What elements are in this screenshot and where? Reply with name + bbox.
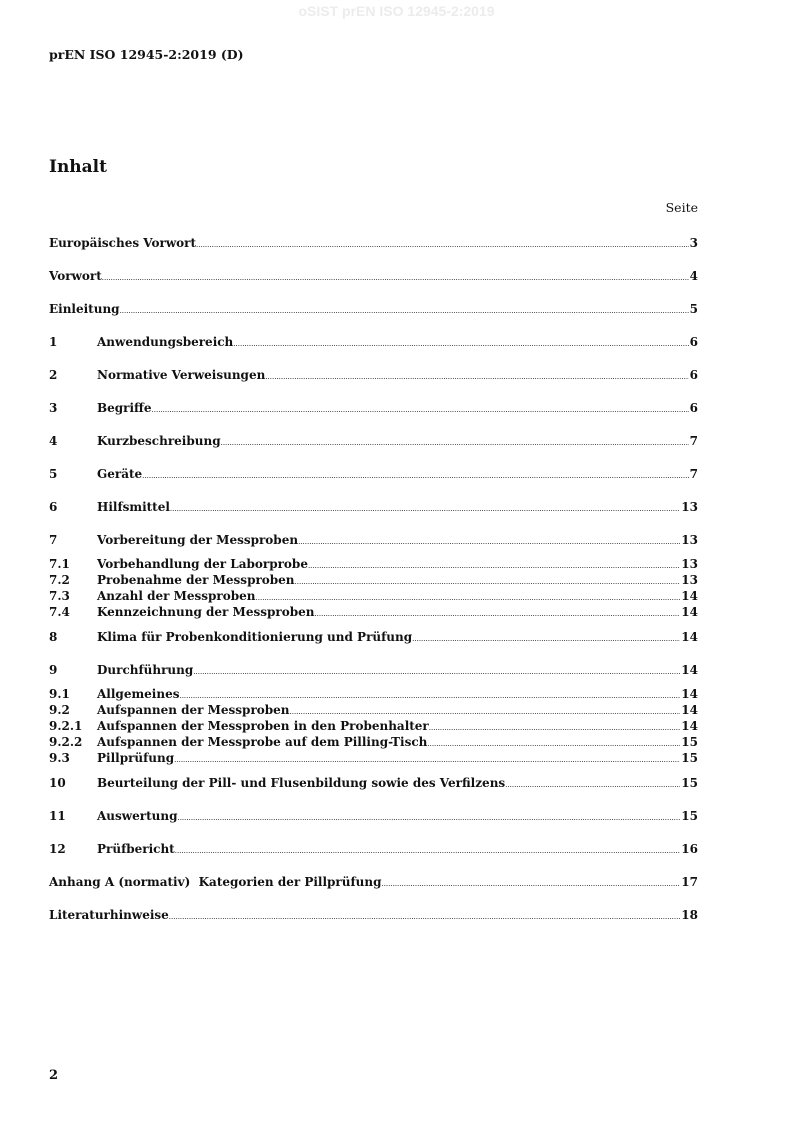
toc-leader-dots xyxy=(196,235,689,253)
toc-entry-title: Kurzbeschreibung xyxy=(97,433,221,448)
toc-entry-title: Vorwort xyxy=(49,268,102,283)
toc-entry-number: 11 xyxy=(49,808,66,823)
toc-entry-title: Einleitung xyxy=(49,301,120,316)
watermark: oSIST prEN ISO 12945-2:2019 xyxy=(298,3,495,19)
toc-entry-page: 5 xyxy=(689,301,698,316)
toc-entry-number: 9.2.2 xyxy=(49,735,83,749)
toc-entry-title: Aufspannen der Messproben in den Probenhalter xyxy=(97,719,429,733)
toc-entry[interactable] xyxy=(49,358,698,391)
toc-leader-dots xyxy=(298,532,680,550)
toc-entry[interactable] xyxy=(49,523,698,556)
toc-leader-dots xyxy=(412,629,680,647)
toc-entry-title: Vorbehandlung der Laborprobe xyxy=(97,557,308,571)
toc-entry[interactable] xyxy=(49,766,698,799)
toc-leader-dots xyxy=(142,466,688,484)
document-header: prEN ISO 12945-2:2019 (D) xyxy=(49,47,244,62)
toc-leader-dots xyxy=(233,334,688,352)
toc-entry-number: 4 xyxy=(49,433,58,448)
toc-entry-title: Aufspannen der Messprobe auf dem Pilling-Tisch xyxy=(97,735,428,749)
toc-entry-title: Pillprüfung xyxy=(97,751,175,765)
toc-leader-dots xyxy=(193,662,680,680)
toc-entry-title: Hilfsmittel xyxy=(97,499,170,514)
toc-entry-number: 9 xyxy=(49,662,58,677)
page-number: 2 xyxy=(49,1068,59,1083)
toc-entry-page: 14 xyxy=(681,719,698,733)
toc-leader-dots xyxy=(102,268,689,286)
toc-entry-page: 15 xyxy=(681,775,698,790)
toc-entry[interactable] xyxy=(49,556,698,572)
toc-entry-page: 6 xyxy=(689,334,698,349)
toc-entry[interactable] xyxy=(49,832,698,865)
toc-entry-page: 14 xyxy=(681,662,698,677)
toc-entry-number: 9.2.1 xyxy=(49,719,83,733)
toc-entry[interactable] xyxy=(49,734,698,750)
toc-leader-dots xyxy=(505,775,680,793)
toc-entry-title: Anhang A (normativ) Kategorien der Pillprüfung xyxy=(49,874,382,889)
toc-entry-page: 15 xyxy=(681,808,698,823)
toc-entry-page: 13 xyxy=(681,557,698,571)
toc-leader-dots xyxy=(169,907,681,925)
toc-entry-page: 14 xyxy=(681,687,698,701)
table-of-contents xyxy=(49,226,698,931)
toc-entry[interactable] xyxy=(49,226,698,259)
toc-entry-page: 13 xyxy=(681,573,698,587)
toc-entry[interactable] xyxy=(49,588,698,604)
toc-entry-page: 14 xyxy=(681,589,698,603)
toc-entry-number: 9.1 xyxy=(49,687,70,701)
toc-entry-page: 6 xyxy=(689,367,698,382)
toc-leader-dots xyxy=(170,499,680,517)
toc-entry-number: 7.2 xyxy=(49,573,70,587)
toc-entry-title: Auswertung xyxy=(97,808,178,823)
toc-entry[interactable] xyxy=(49,702,698,718)
toc-entry-title: Begriffe xyxy=(97,400,152,415)
toc-leader-dots xyxy=(174,750,680,768)
toc-leader-dots xyxy=(175,841,681,859)
toc-entry-page: 18 xyxy=(681,907,698,922)
toc-entry[interactable] xyxy=(49,325,698,358)
toc-entry[interactable] xyxy=(49,718,698,734)
toc-entry-number: 3 xyxy=(49,400,58,415)
toc-entry[interactable] xyxy=(49,490,698,523)
toc-entry[interactable] xyxy=(49,572,698,588)
toc-entry-page: 15 xyxy=(681,751,698,765)
toc-entry-title: Anwendungsbereich xyxy=(97,334,234,349)
toc-leader-dots xyxy=(314,604,680,622)
toc-entry-title: Vorbereitung der Messproben xyxy=(97,532,299,547)
toc-entry-title: Aufspannen der Messproben xyxy=(97,703,290,717)
toc-entry[interactable] xyxy=(49,898,698,931)
toc-entry-number: 9.3 xyxy=(49,751,70,765)
toc-entry-number: 12 xyxy=(49,841,66,856)
toc-entry[interactable] xyxy=(49,424,698,457)
toc-entry-number: 2 xyxy=(49,367,58,382)
toc-leader-dots xyxy=(177,808,680,826)
toc-entry-page: 14 xyxy=(681,605,698,619)
toc-entry-page: 14 xyxy=(681,703,698,717)
toc-entry-number: 9.2 xyxy=(49,703,70,717)
toc-entry-title: Probenahme der Messproben xyxy=(97,573,295,587)
toc-entry-page: 4 xyxy=(689,268,698,283)
toc-entry-title: Kennzeichnung der Messproben xyxy=(97,605,315,619)
toc-entry[interactable] xyxy=(49,391,698,424)
toc-entry-page: 17 xyxy=(681,874,698,889)
toc-entry-page: 16 xyxy=(681,841,698,856)
toc-entry-page: 7 xyxy=(689,433,698,448)
toc-leader-dots xyxy=(152,400,689,418)
toc-entry-number: 6 xyxy=(49,499,58,514)
toc-title: Inhalt xyxy=(49,157,107,177)
toc-entry-title: Prüfbericht xyxy=(97,841,175,856)
toc-entry-page: 14 xyxy=(681,629,698,644)
toc-entry[interactable] xyxy=(49,750,698,766)
toc-entry-title: Beurteilung der Pill- und Flusenbildung sowie des Verfilzens xyxy=(97,775,506,790)
toc-entry-number: 10 xyxy=(49,775,66,790)
toc-leader-dots xyxy=(381,874,680,892)
page-column-label: Seite xyxy=(665,200,698,215)
toc-entry-number: 7 xyxy=(49,532,58,547)
toc-entry[interactable] xyxy=(49,865,698,898)
toc-entry[interactable] xyxy=(49,686,698,702)
toc-leader-dots xyxy=(120,301,689,319)
toc-entry-number: 7.3 xyxy=(49,589,70,603)
toc-entry[interactable] xyxy=(49,799,698,832)
toc-entry-number: 8 xyxy=(49,629,58,644)
toc-entry[interactable] xyxy=(49,292,698,325)
toc-entry-number: 1 xyxy=(49,334,58,349)
toc-entry[interactable] xyxy=(49,620,698,653)
toc-entry-page: 15 xyxy=(681,735,698,749)
toc-entry-title: Europäisches Vorwort xyxy=(49,235,197,250)
toc-entry-title: Geräte xyxy=(97,466,143,481)
toc-entry[interactable] xyxy=(49,653,698,686)
toc-entry-page: 13 xyxy=(681,532,698,547)
toc-entry[interactable] xyxy=(49,457,698,490)
toc-entry-title: Literaturhinweise xyxy=(49,907,169,922)
toc-entry-page: 3 xyxy=(689,235,698,250)
toc-entry[interactable] xyxy=(49,604,698,620)
toc-entry-title: Klima für Probenkonditionierung und Prüfung xyxy=(97,629,413,644)
toc-leader-dots xyxy=(221,433,689,451)
toc-entry-page: 7 xyxy=(689,466,698,481)
toc-entry-title: Anzahl der Messproben xyxy=(97,589,256,603)
toc-entry-page: 13 xyxy=(681,499,698,514)
toc-entry-title: Durchführung xyxy=(97,662,194,677)
toc-entry-number: 7.1 xyxy=(49,557,70,571)
toc-entry-page: 6 xyxy=(689,400,698,415)
toc-entry-title: Normative Verweisungen xyxy=(97,367,266,382)
toc-entry[interactable] xyxy=(49,259,698,292)
toc-entry-number: 5 xyxy=(49,466,58,481)
toc-entry-number: 7.4 xyxy=(49,605,70,619)
toc-entry-title: Allgemeines xyxy=(97,687,180,701)
toc-leader-dots xyxy=(265,367,688,385)
